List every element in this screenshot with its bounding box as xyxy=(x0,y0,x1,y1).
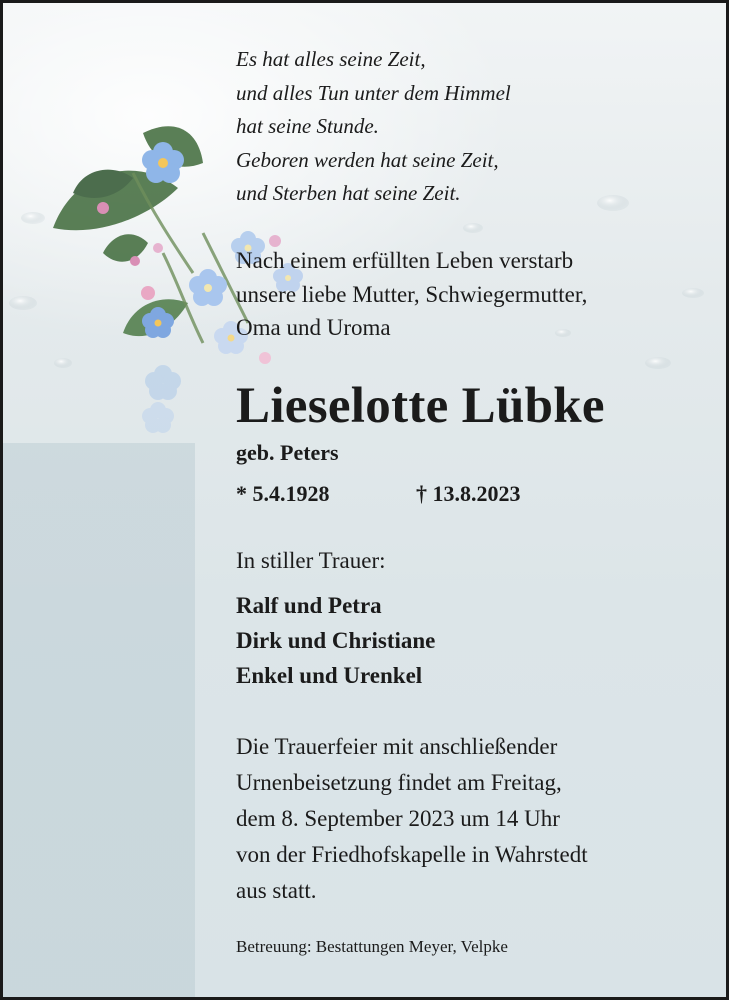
mourner-list xyxy=(236,588,435,693)
service-line: von der Friedhofskapelle in Wahrstedt xyxy=(236,842,588,867)
maiden-name: geb. Peters xyxy=(236,440,339,465)
service-line: aus statt. xyxy=(236,878,317,903)
verse-line: hat seine Stunde. xyxy=(236,114,379,138)
bible-verse xyxy=(236,43,511,211)
intro-line: unsere liebe Mutter, Schwiegermutter, xyxy=(236,281,588,307)
intro-text xyxy=(236,244,587,345)
mourner-name: Ralf und Petra xyxy=(236,593,382,618)
death-date: † 13.8.2023 xyxy=(416,481,521,506)
verse-line: und Sterben hat seine Zeit. xyxy=(236,181,461,205)
service-line: Urnenbeisetzung findet am Freitag, xyxy=(236,770,562,795)
intro-line: Nach einem erfüllten Leben verstarb xyxy=(236,248,574,273)
funeral-home-credit: Betreuung: Bestattungen Meyer, Velpke xyxy=(236,937,508,956)
service-line: Die Trauerfeier mit anschließender xyxy=(236,734,558,759)
birth-date: * 5.4.1928 xyxy=(236,481,330,506)
funeral-service-info xyxy=(236,729,588,909)
left-side-panel xyxy=(3,443,195,1000)
deceased-name: Lieselotte Lübke xyxy=(236,378,605,434)
mourning-label: In stiller Trauer: xyxy=(236,548,386,573)
life-dates xyxy=(236,481,521,507)
mourner-name: Enkel und Urenkel xyxy=(236,663,423,688)
verse-line: und alles Tun unter dem Himmel xyxy=(236,80,511,105)
intro-line: Oma und Uroma xyxy=(236,315,391,340)
mourner-name: Dirk und Christiane xyxy=(236,628,436,653)
service-line: dem 8. September 2023 um 14 Uhr xyxy=(236,806,560,831)
verse-line: Geboren werden hat seine Zeit, xyxy=(236,147,499,172)
verse-line: Es hat alles seine Zeit, xyxy=(236,47,426,71)
